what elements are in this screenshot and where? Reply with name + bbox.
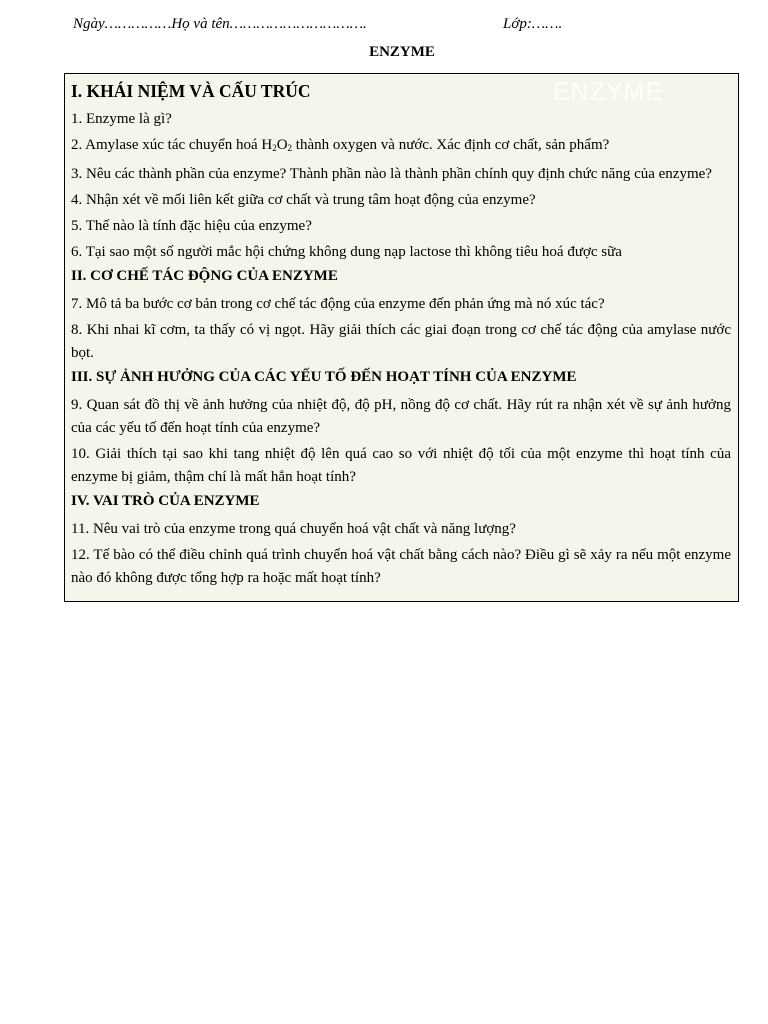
question-7: 7. Mô tả ba bước cơ bản trong cơ chế tác động của enzyme đến phản ứng mà nó xúc tác? bbox=[71, 296, 605, 312]
question-11: 11. Nêu vai trò của enzyme trong quá chuyển hoá vật chất và năng lượng? bbox=[71, 521, 516, 537]
question-3: 3. Nêu các thành phần của enzyme? Thành phần nào là thành phần chính quy định chức năng của enzyme? bbox=[71, 166, 712, 182]
header-line bbox=[0, 16, 768, 36]
question-10: 10. Giải thích tại sao khi tang nhiệt độ lên quá cao so với nhiệt độ tối của một enzyme thì hoạt tính của enzyme bị giảm, thậm chí là mất hẳn hoạt tính? bbox=[71, 446, 731, 485]
question-8: 8. Khi nhai kĩ cơm, ta thấy có vị ngọt. Hãy giải thích các giai đoạn trong cơ chế tác động của amylase nước bọt. bbox=[71, 322, 731, 361]
header-name-date-field: Ngày……………Họ và tên…………………………. bbox=[73, 16, 367, 32]
section-heading-1: I. KHÁI NIỆM VÀ CẤU TRÚC bbox=[71, 81, 311, 101]
worksheet-box bbox=[64, 73, 739, 602]
question-2-part-a: 2. Amylase xúc tác chuyển hoá H bbox=[71, 137, 273, 153]
question-6: 6. Tại sao một số người mắc hội chứng không dung nạp lactose thì không tiêu hoá được sữa bbox=[71, 244, 622, 260]
question-9: 9. Quan sát đồ thị về ảnh hưởng của nhiệt độ, độ pH, nồng độ cơ chất. Hãy rút ra nhận xét về sự ảnh hưởng của các yếu tố đến hoạt tính của enzyme? bbox=[71, 397, 731, 436]
section-heading-3: III. SỰ ẢNH HƯỞNG CỦA CÁC YẾU TỐ ĐẾN HOẠT TÍNH CỦA ENZYME bbox=[71, 369, 577, 385]
question-2-subscript-1: 2 bbox=[272, 143, 277, 153]
section-heading-2: II. CƠ CHẾ TÁC ĐỘNG CỦA ENZYME bbox=[71, 268, 338, 284]
question-2-subscript-2: 2 bbox=[287, 143, 293, 153]
watermark-text: ENZYME bbox=[553, 78, 664, 106]
question-1: 1. Enzyme là gì? bbox=[71, 111, 172, 127]
document-title: ENZYME bbox=[369, 44, 435, 60]
question-2-part-c: thành oxygen và nước. Xác định cơ chất, sản phẩm? bbox=[292, 137, 610, 153]
section-heading-4: IV. VAI TRÒ CỦA ENZYME bbox=[71, 493, 260, 509]
question-2 bbox=[71, 134, 731, 160]
header-class-field: Lớp:……. bbox=[503, 16, 563, 32]
question-2-part-b: O bbox=[276, 137, 288, 153]
question-5: 5. Thế nào là tính đặc hiệu của enzyme? bbox=[71, 218, 312, 234]
question-12: 12. Tế bào có thể điều chỉnh quá trình chuyển hoá vật chất bằng cách nào? Điều gì sẽ xảy ra nếu một enzyme nào đó không được tổng hợp ra hoặc mất hoạt tính? bbox=[71, 547, 731, 586]
question-4: 4. Nhận xét về mối liên kết giữa cơ chất và trung tâm hoạt động của enzyme? bbox=[71, 192, 536, 208]
